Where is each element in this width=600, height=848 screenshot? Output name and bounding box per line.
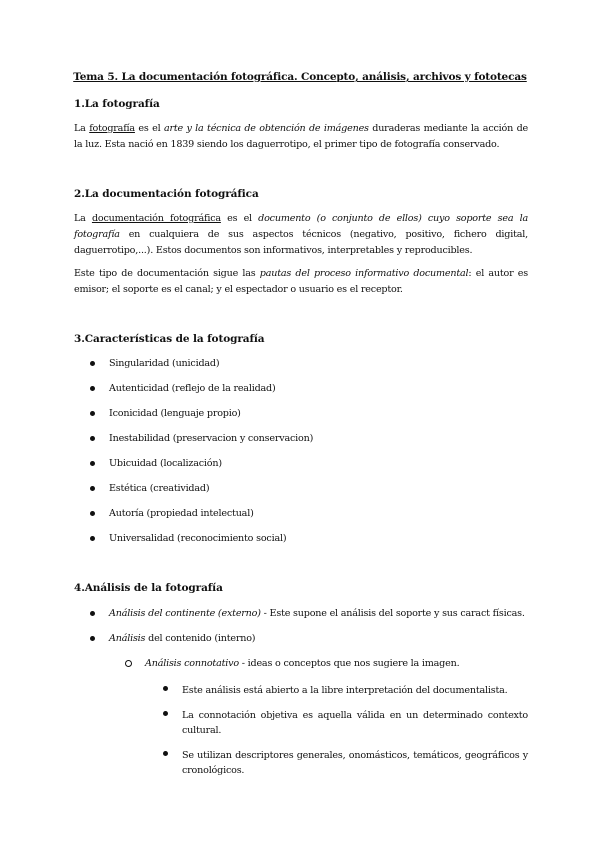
section-2-paragraph-1: La documentación fotográfica es el documento (o conjunto de ellos) cuyo soporte sea la fotografía en cualquiera de sus aspectos técnicos (negativo, positivo, fichero digital, daguerrotipo,...). Estos documentos son informativos, interpretables y reproducibles. — [74, 213, 528, 256]
nested-list-item: La connotación objetiva es aquella válida en un determinado contexto cultural. — [182, 708, 528, 738]
section-2-heading: 2.La documentación fotográfica — [74, 188, 259, 200]
list-item: Análisis del continente (externo) - Este supone el análisis del soporte y sus caract físicas. — [109, 608, 525, 619]
bullet-icon — [90, 411, 95, 416]
documentacion-fotografica-link[interactable]: documentación fotográfica — [91, 213, 221, 224]
circle-bullet-icon — [125, 660, 132, 667]
list-item: Inestabilidad (preservacion y conservacion) — [109, 433, 313, 444]
bullet-icon — [90, 361, 95, 366]
list-item: Análisis del contenido (interno) — [109, 633, 255, 644]
section-4-heading: 4.Análisis de la fotografía — [74, 582, 223, 594]
list-item: Ubicuidad (localización) — [109, 458, 222, 469]
section-1-paragraph: La fotografía es el arte y la técnica de obtención de imágenes duraderas mediante la acción de la luz. Esta nació en 1839 siendo los daguerrotipo, el primer tipo de fotografía conservado. — [74, 123, 528, 150]
list-item: Iconicidad (lenguaje propio) — [109, 408, 241, 419]
bullet-icon — [90, 611, 95, 616]
section-3-heading: 3.Características de la fotografía — [74, 333, 265, 345]
bullet-icon — [163, 711, 168, 716]
bullet-icon — [163, 686, 168, 691]
sub-list-item: Análisis connotativo - ideas o conceptos que nos sugiere la imagen. — [145, 658, 459, 669]
list-item: Autenticidad (reflejo de la realidad) — [109, 383, 276, 394]
section-2-paragraph-2: Este tipo de documentación sigue las pautas del proceso informativo documental: el autor es emisor; el soporte es el canal; y el espectador o usuario es el receptor. — [74, 268, 528, 295]
section-1-heading: 1.La fotografía — [74, 98, 160, 110]
page-title: Tema 5. La documentación fotográfica. Concepto, análisis, archivos y fototecas — [73, 71, 527, 83]
bullet-icon — [90, 636, 95, 641]
bullet-icon — [163, 751, 168, 756]
list-item: Singularidad (unicidad) — [109, 358, 219, 369]
fotografia-link[interactable]: fotografía — [89, 123, 135, 134]
bullet-icon — [90, 386, 95, 391]
bullet-icon — [90, 461, 95, 466]
bullet-icon — [90, 436, 95, 441]
bullet-icon — [90, 536, 95, 541]
list-item: Universalidad (reconocimiento social) — [109, 533, 286, 544]
bullet-icon — [90, 511, 95, 516]
nested-list-item: Se utilizan descriptores generales, onomásticos, temáticos, geográficos y cronológicos. — [182, 748, 528, 778]
bullet-icon — [90, 486, 95, 491]
nested-list-item: Este análisis está abierto a la libre interpretación del documentalista. — [182, 683, 528, 698]
list-item: Estética (creatividad) — [109, 483, 209, 494]
list-item: Autoría (propiedad intelectual) — [109, 508, 254, 519]
